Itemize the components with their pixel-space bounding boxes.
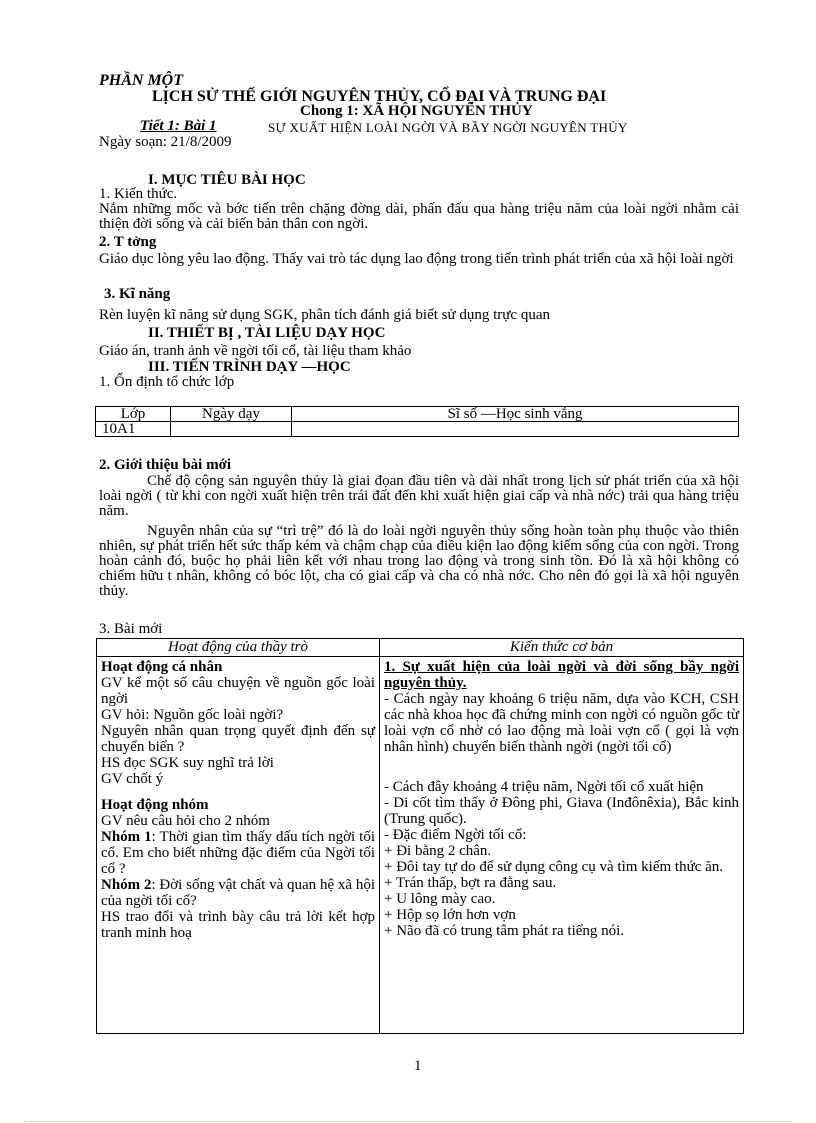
part-heading: PHẦN MỘT — [99, 72, 183, 89]
knowledge-line: - Di cốt tìm thấy ở Đông phi, Giava (Inđônêxia), Bắc kinh (Trung quốc). — [384, 795, 739, 827]
document-title: LỊCH SỬ THẾ GIỚI NGUYÊN THỦY, CỔ ĐẠI VÀ TRUNG ĐẠI — [152, 88, 607, 105]
knowledge-section-heading: 1. Sự xuất hiện của loài ngời và đời sống bầy ngời nguyên thủy. — [384, 659, 739, 691]
knowledge-line: + Đôi tay tự do để sử dụng công cụ và tìm kiếm thức ăn. — [384, 859, 724, 875]
group-1-task — [101, 829, 375, 877]
intro-paragraph-1: Chế độ cộng sản nguyên thủy là giai đọan đầu tiên và dài nhất trong lịch sử phát triển của xã hội loài ngời ( từ khi con ngời xuất hiện trên trái đất đến khi xuất hiện giai cấp và nhà nớc) trải qua hàng triệu năm. — [99, 473, 739, 519]
group-2-label: Nhóm 2 — [101, 877, 152, 893]
group-2-task — [101, 877, 375, 909]
knowledge-column — [380, 657, 744, 1034]
knowledge-line: + Não đã có trung tâm phát ra tiếng nói. — [384, 923, 625, 939]
knowledge-line: + Hộp sọ lớn hơn vợn — [384, 907, 516, 923]
intro-heading: 2. Giới thiệu bài mới — [99, 457, 232, 473]
new-lesson-heading: 3. Bài mới — [99, 621, 163, 637]
knowledge-heading: 1. Kiến thức. — [99, 186, 178, 202]
knowledge-line: + Trán thấp, bợt ra đằng sau. — [384, 875, 557, 891]
skills-heading: 3. Kĩ năng — [104, 286, 171, 302]
prepared-date: Ngày soạn: 21/8/2009 — [99, 134, 232, 150]
objectives-heading: I. MỤC TIÊU BÀI HỌC — [148, 172, 306, 188]
group-activity-heading: Hoạt động nhóm — [101, 797, 209, 813]
activity-line: Nguyên nhân quan trọng quyết định đến sự chuyển biến ? — [101, 723, 375, 755]
activity-line: GV chốt ý — [101, 771, 164, 787]
knowledge-line: - Đặc điểm Ngời tối cổ: — [384, 827, 527, 843]
col-header-knowledge: Kiến thức cơ bản — [380, 639, 744, 657]
lesson-activity-table — [96, 638, 744, 1034]
activity-line: GV hỏi: Nguồn gốc loài ngời? — [101, 707, 284, 723]
col-header-class: Lớp — [96, 407, 171, 422]
knowledge-line: + U lông mày cao. — [384, 891, 496, 907]
individual-activity-heading: Hoạt động cá nhân — [101, 659, 223, 675]
equipment-text: Giáo án, tranh ảnh về ngời tối cổ, tài liệu tham khảo — [99, 343, 412, 359]
ideology-heading: 2. T tởng — [99, 234, 157, 250]
step-organize-class: 1. Ổn định tổ chức lớp — [99, 374, 235, 390]
group-1-text: : Thời gian tìm thấy dấu tích ngời tối cổ. Em cho biết những đặc điểm của Ngời tối cổ ? — [101, 829, 375, 877]
col-header-attendance: Sĩ số —Học sinh vắng — [292, 407, 739, 422]
cell-teach-date — [171, 422, 292, 437]
knowledge-text: Nắm những mốc và bớc tiến trên chặng đờng dài, phấn đấu qua hàng triệu năm của loài ngời nhằm cải thiện đời sống và cải biến bản thân con ngời. — [99, 201, 739, 232]
table-row — [97, 657, 744, 1034]
group-2-text: : Đời sống vật chất và quan hệ xã hội của ngời tối cổ? — [101, 877, 375, 909]
page-number: 1 — [414, 1058, 422, 1074]
cell-attendance — [292, 422, 739, 437]
knowledge-line: + Đi bằng 2 chân. — [384, 843, 492, 859]
class-attendance-table — [95, 406, 739, 437]
chapter-heading: Chong 1: XÃ HỘI NGUYÊN THỦY — [300, 103, 533, 119]
process-heading: III. TIẾN TRÌNH DẠY —HỌC — [148, 359, 351, 375]
activity-table-header — [97, 639, 744, 657]
col-header-teach-date: Ngày dạy — [171, 407, 292, 422]
col-header-activities: Hoạt động của thầy trò — [97, 639, 380, 657]
knowledge-line: - Cách ngày nay khoảng 6 triệu năm, dựa vào KCH, CSH các nhà khoa học đã chứng minh con ngời có nguồn gốc từ loài vợn cổ nhờ có lao động mà loài vợn cổ ( gọi là vợn nhân hình) chuyển biến thành ngời (ngời tối cổ) — [384, 691, 739, 755]
activity-line: GV nêu câu hỏi cho 2 nhóm — [101, 813, 270, 829]
group-1-label: Nhóm 1 — [101, 829, 152, 845]
activity-line: HS trao đổi và trình bày câu trả lời kết hợp tranh minh hoạ — [101, 909, 375, 941]
intro-paragraph-2: Nguyên nhân của sự “trì trệ” đó là do loài ngời nguyên thủy sống hoàn toàn phụ thuộc vào thiên nhiên, sự phát triển hết sức thấp kém và chậm chạp của điều kiện lao động kiếm sống của con ngời. Trong hoàn cảnh đó, buộc họ phải liên kết với nhau trong lao động và trong sinh tồn. Đó là xã hội không có chiếm hữu t nhân, không có bóc lột, cha có giai cấp và cha có nhà nớc. Cho nên đó gọi là xã hội nguyên thủy. — [99, 523, 739, 599]
activity-line: HS đọc SGK suy nghĩ trả lời — [101, 755, 274, 771]
table-header-row — [96, 407, 739, 422]
knowledge-line: - Cách đây khoảng 4 triệu năm, Ngời tối cổ xuất hiện — [384, 779, 704, 795]
equipment-heading: II. THIẾT BỊ , TÀI LIỆU DẠY HỌC — [148, 325, 386, 341]
page-bottom-rule — [24, 1121, 792, 1122]
lesson-title: SỰ XUẤT HIỆN LOÀI NGỜI VÀ BẦY NGỜI NGUYÊN THỦY — [268, 120, 628, 135]
activity-line: GV kể một số câu chuyện về nguồn gốc loài ngời — [101, 675, 375, 707]
ideology-text: Giáo dục lòng yêu lao động. Thấy vai trò tác dụng lao động trong tiến trình phát triển của xã hội loài ngời — [99, 251, 734, 267]
skills-text: Rèn luyện kĩ năng sử dụng SGK, phân tích đánh giá biết sử dụng trực quan — [99, 307, 550, 323]
cell-class: 10A1 — [96, 422, 171, 437]
lesson-label: Tiết 1: Bài 1 — [140, 118, 217, 134]
activities-column — [97, 657, 380, 1034]
table-row — [96, 422, 739, 437]
